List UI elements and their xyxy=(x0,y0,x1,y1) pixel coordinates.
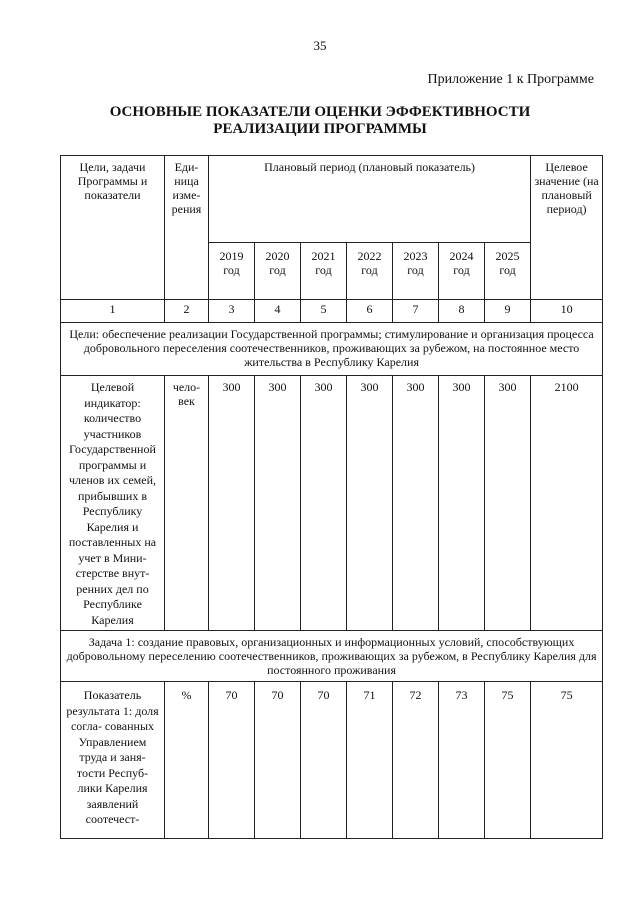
indicator-label: Показатель результата 1: доля согла- сованных Управлением труда и заня- тости Респуб- лики Карелия заявлений соотечест- xyxy=(61,682,165,839)
column-number: 4 xyxy=(255,300,301,323)
header-year: 2024 год xyxy=(439,243,485,300)
document-title xyxy=(0,104,640,138)
title-line-1: ОСНОВНЫЕ ПОКАЗАТЕЛИ ОЦЕНКИ ЭФФЕКТИВНОСТИ xyxy=(109,104,531,120)
indicator-value: 300 xyxy=(393,376,439,631)
header-year: 2019 год xyxy=(209,243,255,300)
goal-row: Цели: обеспечение реализации Государственной программы; стимулирование и организация процесса добровольного переселения соотечественников, проживающих за рубежом, на постоянное место жительства в Республику Карелия xyxy=(61,323,603,376)
column-number: 8 xyxy=(439,300,485,323)
indicator-target: 2100 xyxy=(531,376,603,631)
column-number: 3 xyxy=(209,300,255,323)
column-number: 10 xyxy=(531,300,603,323)
title-line-2: РЕАЛИЗАЦИИ ПРОГРАММЫ xyxy=(213,121,427,137)
column-number: 6 xyxy=(347,300,393,323)
header-unit: Еди- ница изме- рения xyxy=(165,156,209,300)
column-number: 2 xyxy=(165,300,209,323)
column-number: 9 xyxy=(485,300,531,323)
indicators-table xyxy=(60,155,603,839)
header-year: 2023 год xyxy=(393,243,439,300)
indicator-label: Целевой индикатор: количество участников Государственной программы и членов их семей, прибывших в Республику Карелия и поставленных на учет в Мини- стерстве внут- ренних дел по Республике Карелия xyxy=(61,376,165,631)
header-year: 2021 год xyxy=(301,243,347,300)
header-year: 2022 год xyxy=(347,243,393,300)
header-target: Целевое значение (на плановый период) xyxy=(531,156,603,300)
indicator-value: 73 xyxy=(439,682,485,839)
header-planned-period: Плановый период (плановый показатель) xyxy=(209,156,531,243)
indicator-value: 300 xyxy=(439,376,485,631)
indicator-value: 75 xyxy=(485,682,531,839)
indicator-value: 300 xyxy=(255,376,301,631)
task-row: Задача 1: создание правовых, организационных и информационных условий, способствующих добровольному переселению соотечественников, проживающих за рубежом, в Республику Карелия для постоянного проживания xyxy=(61,631,603,682)
header-goals: Цели, задачи Программы и показатели xyxy=(61,156,165,300)
indicator-value: 70 xyxy=(255,682,301,839)
table-row xyxy=(61,376,603,631)
indicator-value: 300 xyxy=(301,376,347,631)
indicator-target: 75 xyxy=(531,682,603,839)
column-number: 1 xyxy=(61,300,165,323)
indicator-value: 70 xyxy=(301,682,347,839)
column-number: 5 xyxy=(301,300,347,323)
indicator-value: 70 xyxy=(209,682,255,839)
appendix-label: Приложение 1 к Программе xyxy=(427,72,594,87)
column-number: 7 xyxy=(393,300,439,323)
header-year: 2025 год xyxy=(485,243,531,300)
indicator-unit: % xyxy=(165,682,209,839)
indicator-value: 300 xyxy=(209,376,255,631)
indicator-unit: чело- век xyxy=(165,376,209,631)
header-year: 2020 год xyxy=(255,243,301,300)
indicator-value: 72 xyxy=(393,682,439,839)
indicator-value: 300 xyxy=(485,376,531,631)
indicator-value: 300 xyxy=(347,376,393,631)
indicator-value: 71 xyxy=(347,682,393,839)
page-number: 35 xyxy=(313,38,327,53)
table-row xyxy=(61,682,603,839)
